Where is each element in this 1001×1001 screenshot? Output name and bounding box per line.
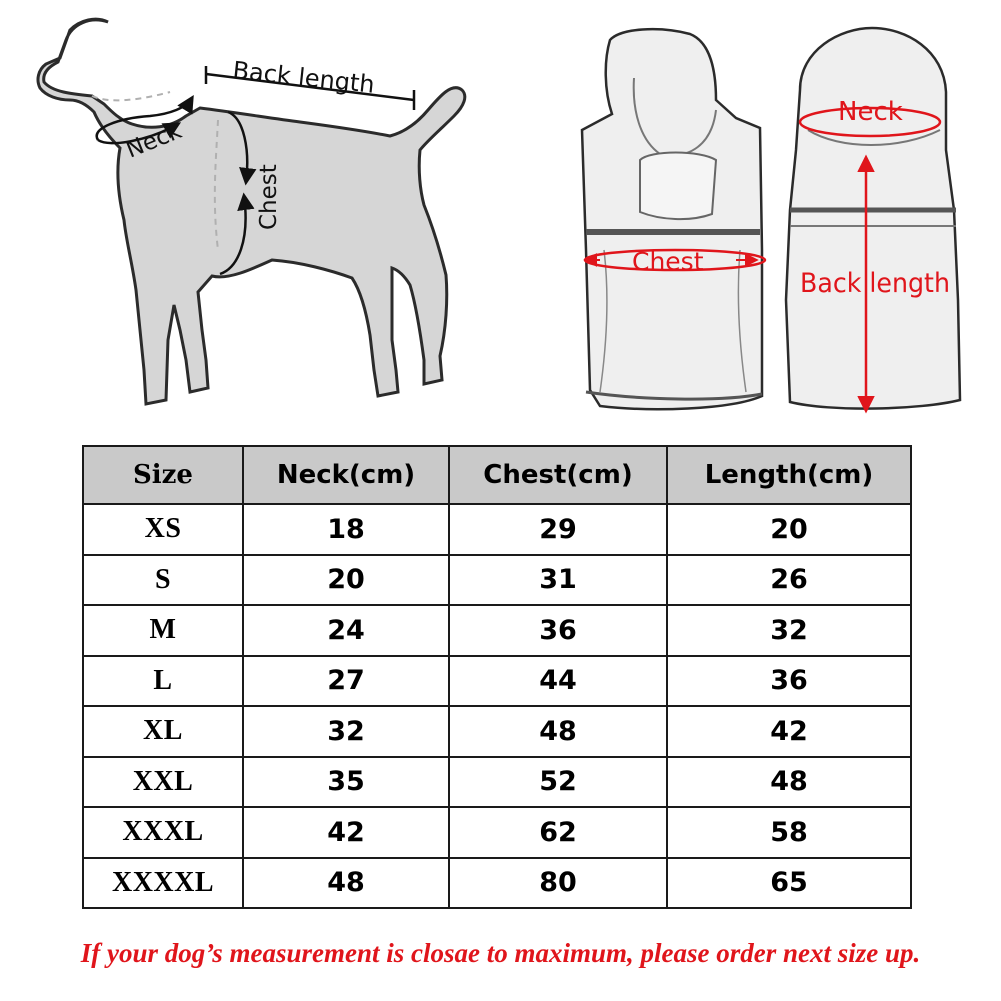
coat-back-length-label: Back length xyxy=(800,268,950,299)
length-cell: 26 xyxy=(667,555,911,606)
neck-cell: 42 xyxy=(243,807,449,858)
chest-cell: 62 xyxy=(449,807,667,858)
coat-chest-label: Chest xyxy=(632,247,704,276)
neck-cell: 20 xyxy=(243,555,449,606)
chest-cell: 48 xyxy=(449,706,667,757)
chest-cell: 29 xyxy=(449,504,667,555)
chest-cell: 31 xyxy=(449,555,667,606)
chest-cell: 52 xyxy=(449,757,667,808)
size-cell: S xyxy=(83,555,243,606)
coat-neck-label: Neck xyxy=(838,97,903,127)
table-row xyxy=(83,504,911,555)
size-chart-table xyxy=(82,445,912,909)
header-length: Length(cm) xyxy=(667,446,911,504)
neck-cell: 48 xyxy=(243,858,449,909)
neck-cell: 32 xyxy=(243,706,449,757)
dog-chest-label: Chest xyxy=(256,164,282,230)
length-cell: 65 xyxy=(667,858,911,909)
table-header-row xyxy=(83,446,911,504)
chest-cell: 80 xyxy=(449,858,667,909)
length-cell: 58 xyxy=(667,807,911,858)
length-cell: 36 xyxy=(667,656,911,707)
coat-back-illustration xyxy=(786,28,960,409)
chest-cell: 36 xyxy=(449,605,667,656)
table-row xyxy=(83,605,911,656)
neck-cell: 27 xyxy=(243,656,449,707)
table-row xyxy=(83,706,911,757)
size-cell: XXXXL xyxy=(83,858,243,909)
table-row xyxy=(83,807,911,858)
size-cell: L xyxy=(83,656,243,707)
table-row xyxy=(83,858,911,909)
neck-cell: 35 xyxy=(243,757,449,808)
size-cell: XXL xyxy=(83,757,243,808)
length-cell: 32 xyxy=(667,605,911,656)
length-cell: 20 xyxy=(667,504,911,555)
header-chest: Chest(cm) xyxy=(449,446,667,504)
table-row xyxy=(83,555,911,606)
header-neck: Neck(cm) xyxy=(243,446,449,504)
size-cell: XXXL xyxy=(83,807,243,858)
size-cell: XS xyxy=(83,504,243,555)
table-row xyxy=(83,757,911,808)
length-cell: 42 xyxy=(667,706,911,757)
neck-cell: 18 xyxy=(243,504,449,555)
coat-front-illustration xyxy=(582,29,762,409)
illustration-canvas xyxy=(0,0,1001,430)
sizing-footnote: If your dog’s measurement is closae to maximum, please order next size up. xyxy=(80,938,921,968)
chest-cell: 44 xyxy=(449,656,667,707)
length-cell: 48 xyxy=(667,757,911,808)
size-cell: M xyxy=(83,605,243,656)
neck-cell: 24 xyxy=(243,605,449,656)
dog-back-length-label: Back length xyxy=(231,56,376,99)
dog-neck-label: Neck xyxy=(122,117,186,164)
measurement-illustrations xyxy=(0,0,1001,430)
table-row xyxy=(83,656,911,707)
header-size: Size xyxy=(83,446,243,504)
size-cell: XL xyxy=(83,706,243,757)
